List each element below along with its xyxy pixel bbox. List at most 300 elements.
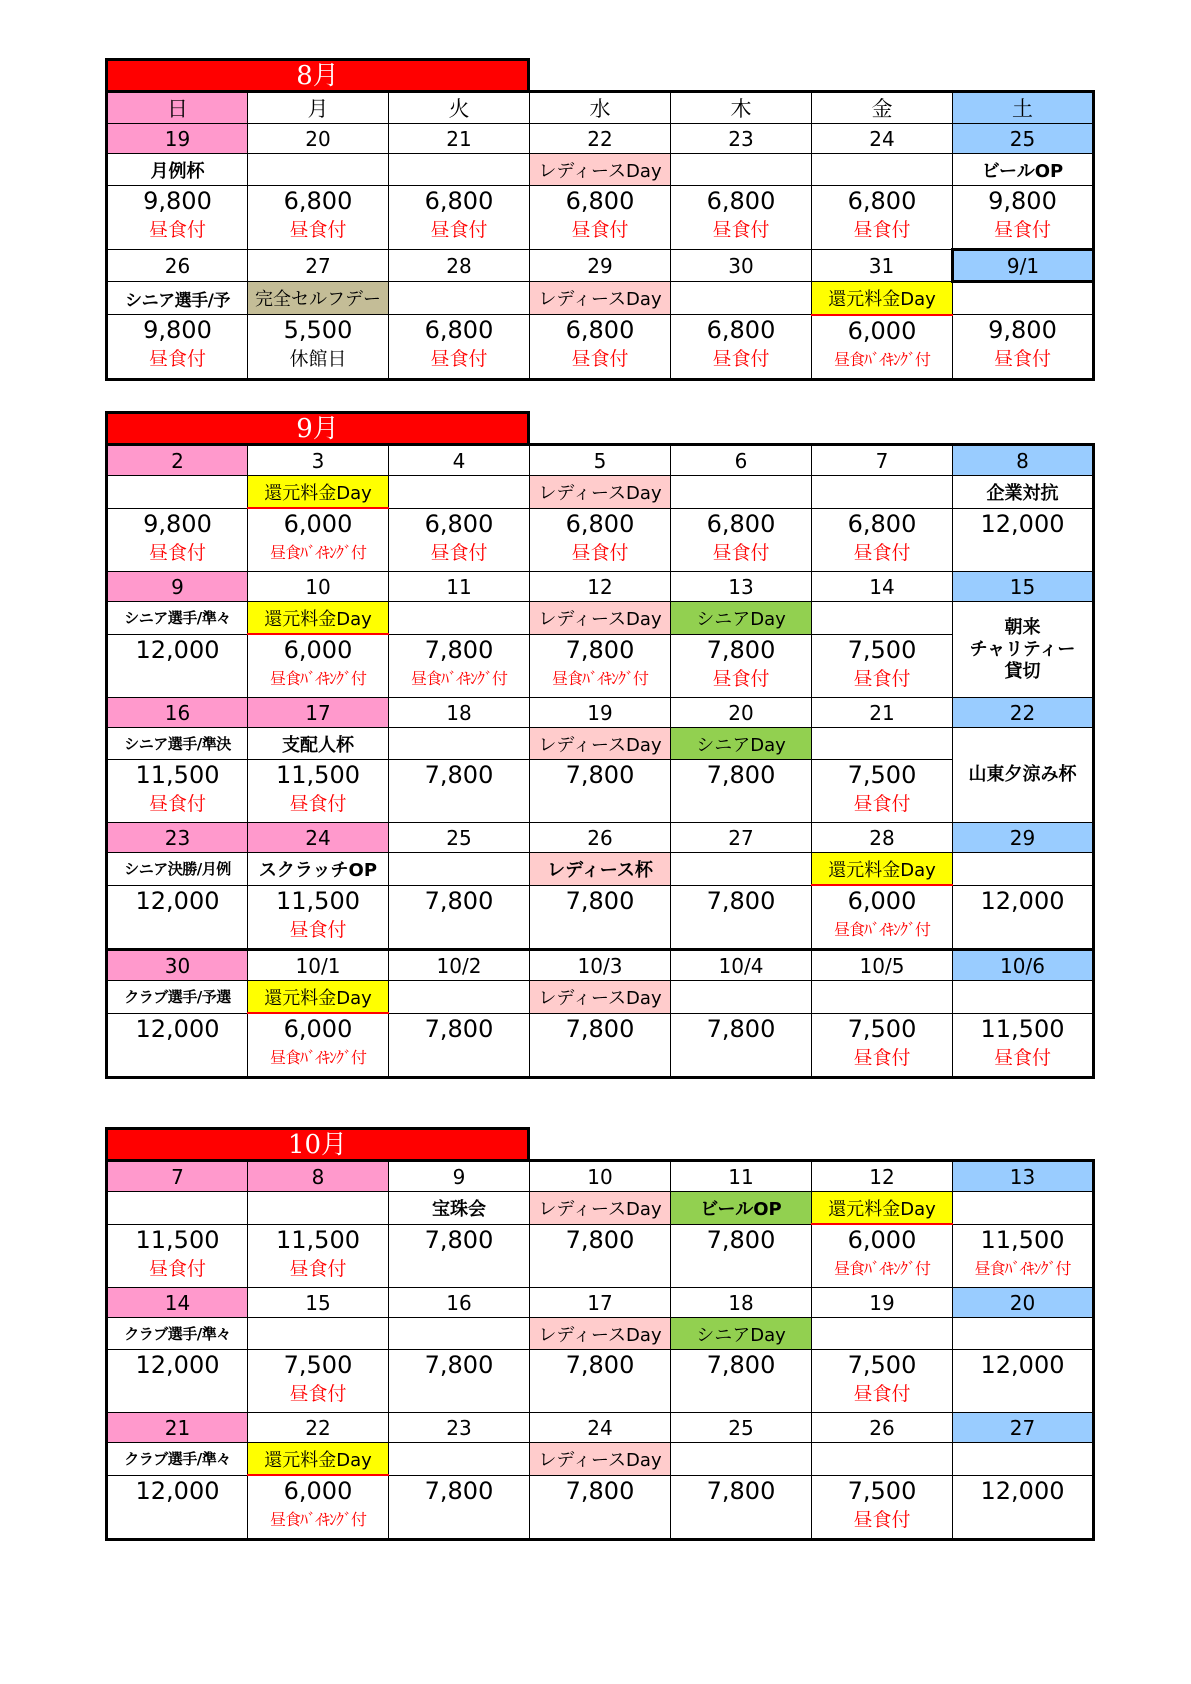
price-cell bbox=[812, 186, 953, 250]
meal-note: 昼食ﾊﾞｲｷﾝｸﾞ付 bbox=[833, 920, 930, 939]
date-cell: 19 bbox=[530, 698, 671, 728]
date-cell: 22 bbox=[248, 1413, 389, 1443]
price: 7,500 bbox=[847, 1014, 917, 1043]
date-cell: 21 bbox=[812, 698, 953, 728]
event-cell: レディースDay bbox=[530, 728, 671, 760]
price: 7,500 bbox=[847, 635, 917, 664]
event-cell: レディースDay bbox=[530, 282, 671, 315]
date-cell: 7 bbox=[107, 1161, 248, 1192]
date-cell: 7 bbox=[812, 445, 953, 476]
price: 6,000 bbox=[847, 316, 917, 345]
price: 12,000 bbox=[135, 1476, 220, 1505]
price-cell bbox=[812, 1475, 953, 1540]
price-row bbox=[107, 1013, 1094, 1078]
meal-note: 昼食付 bbox=[712, 348, 770, 370]
price-cell bbox=[389, 186, 530, 250]
price: 7,800 bbox=[565, 1351, 635, 1379]
event-cell: レディースDay bbox=[530, 1443, 671, 1476]
event-cell bbox=[812, 476, 953, 509]
price-cell bbox=[530, 760, 671, 823]
date-cell: 26 bbox=[107, 250, 248, 282]
meal-note: 昼食付 bbox=[289, 1383, 347, 1405]
price: 9,800 bbox=[988, 187, 1057, 215]
event-cell bbox=[812, 154, 953, 186]
meal-note: 昼食ﾊﾞｲｷﾝｸﾞ付 bbox=[974, 1258, 1071, 1278]
meal-note: 昼食付 bbox=[289, 219, 347, 241]
price: 12,000 bbox=[135, 1014, 220, 1043]
date-row bbox=[107, 1413, 1094, 1443]
date-cell: 10 bbox=[530, 1161, 671, 1192]
price: 7,500 bbox=[283, 1351, 353, 1379]
event-cell bbox=[812, 1443, 953, 1476]
price-cell bbox=[107, 1013, 248, 1078]
price-cell bbox=[248, 1475, 389, 1540]
price-cell bbox=[107, 760, 248, 823]
price: 6,000 bbox=[847, 1226, 917, 1254]
date-cell: 16 bbox=[389, 1288, 530, 1318]
date-cell: 12 bbox=[812, 1161, 953, 1192]
date-cell: 22 bbox=[953, 698, 1094, 728]
price: 6,800 bbox=[565, 316, 635, 344]
date-cell: 3 bbox=[248, 445, 389, 476]
sando-cup-block: 山東夕涼み杯 bbox=[953, 728, 1094, 823]
price-cell bbox=[248, 885, 389, 950]
meal-note: 昼食付 bbox=[289, 1257, 347, 1280]
weekday-mon: 月 bbox=[248, 92, 389, 124]
meal-note: 昼食付 bbox=[712, 541, 770, 564]
month-title: 9月 bbox=[105, 411, 530, 443]
price-cell bbox=[389, 508, 530, 572]
price-cell bbox=[671, 186, 812, 250]
price-cell bbox=[530, 1224, 671, 1288]
meal-note: 昼食付 bbox=[571, 219, 629, 241]
event-cell: 還元料金Day bbox=[812, 282, 953, 315]
price-cell bbox=[530, 1350, 671, 1413]
calendar-table bbox=[105, 443, 1095, 1079]
meal-note: 昼食付 bbox=[993, 219, 1051, 241]
price-cell bbox=[812, 315, 953, 380]
meal-note: 昼食付 bbox=[853, 1508, 911, 1531]
price-cell bbox=[671, 1013, 812, 1078]
meal-note: 昼食付 bbox=[148, 541, 206, 564]
event-cell: レディース杯 bbox=[530, 853, 671, 886]
price: 6,800 bbox=[283, 187, 353, 215]
date-cell: 27 bbox=[953, 1413, 1094, 1443]
price-cell bbox=[812, 508, 953, 572]
price-cell bbox=[953, 1224, 1094, 1288]
date-cell: 25 bbox=[389, 823, 530, 853]
meal-note: 昼食付 bbox=[853, 667, 911, 690]
price: 7,800 bbox=[565, 1225, 635, 1254]
price-cell bbox=[107, 315, 248, 380]
event-row bbox=[107, 154, 1094, 186]
event-cell bbox=[389, 1318, 530, 1350]
weekday-fri: 金 bbox=[812, 92, 953, 124]
price: 6,000 bbox=[283, 510, 353, 538]
price: 12,000 bbox=[980, 509, 1065, 538]
calendar-table bbox=[105, 90, 1095, 381]
event-cell bbox=[812, 728, 953, 760]
date-cell: 15 bbox=[953, 572, 1094, 602]
event-cell bbox=[953, 282, 1094, 315]
event-row bbox=[107, 981, 1094, 1014]
price-cell bbox=[389, 1350, 530, 1413]
event-cell bbox=[953, 1443, 1094, 1476]
event-cell: 企業対抗 bbox=[953, 476, 1094, 509]
price-cell bbox=[671, 1224, 812, 1288]
price-cell bbox=[107, 1350, 248, 1413]
price-row bbox=[107, 634, 1094, 698]
meal-note: 昼食ﾊﾞｲｷﾝｸﾞ付 bbox=[269, 1048, 366, 1067]
price-cell bbox=[248, 760, 389, 823]
meal-note: 昼食付 bbox=[853, 219, 911, 241]
price-row bbox=[107, 508, 1094, 572]
price-cell bbox=[671, 508, 812, 572]
price-cell bbox=[389, 1475, 530, 1540]
meal-note: 昼食付 bbox=[853, 541, 911, 564]
date-cell: 14 bbox=[107, 1288, 248, 1318]
meal-note: 昼食付 bbox=[148, 219, 206, 241]
price-cell bbox=[953, 186, 1094, 250]
event-cell bbox=[953, 1192, 1094, 1225]
date-cell: 13 bbox=[671, 572, 812, 602]
price-cell bbox=[812, 1013, 953, 1078]
price-cell bbox=[812, 634, 953, 698]
price: 7,500 bbox=[847, 1351, 917, 1379]
event-cell bbox=[107, 476, 248, 509]
price: 7,800 bbox=[424, 1351, 494, 1379]
meal-note: 昼食ﾊﾞｲｷﾝｸﾞ付 bbox=[833, 349, 930, 369]
price-cell bbox=[812, 1350, 953, 1413]
event-cell bbox=[248, 1192, 389, 1225]
price-cell bbox=[389, 634, 530, 698]
charity-line: 朝来 bbox=[1004, 616, 1041, 638]
meal-note: 昼食付 bbox=[289, 793, 347, 815]
event-cell bbox=[812, 602, 953, 635]
month-october bbox=[105, 1127, 1095, 1541]
price: 7,800 bbox=[565, 635, 635, 664]
event-cell bbox=[671, 154, 812, 186]
meal-note: 昼食付 bbox=[289, 918, 347, 941]
event-cell: クラブ選手/準々 bbox=[107, 1318, 248, 1350]
price-row bbox=[107, 1350, 1094, 1413]
date-cell: 10/2 bbox=[389, 950, 530, 981]
price: 7,800 bbox=[706, 1014, 776, 1043]
meal-note: 昼食付 bbox=[853, 1383, 911, 1405]
date-cell: 8 bbox=[953, 445, 1094, 476]
date-cell: 28 bbox=[389, 250, 530, 282]
event-cell: 還元料金Day bbox=[248, 1443, 389, 1476]
date-cell: 20 bbox=[953, 1288, 1094, 1318]
price-cell bbox=[248, 1350, 389, 1413]
date-cell: 21 bbox=[389, 124, 530, 154]
price: 12,000 bbox=[135, 635, 220, 664]
event-row bbox=[107, 728, 1094, 760]
date-cell: 25 bbox=[953, 124, 1094, 154]
meal-note: 昼食ﾊﾞｲｷﾝｸﾞ付 bbox=[269, 543, 366, 562]
price-cell bbox=[107, 1224, 248, 1288]
price: 7,800 bbox=[706, 1351, 776, 1379]
meal-note: 昼食付 bbox=[993, 1046, 1051, 1069]
event-cell bbox=[389, 154, 530, 186]
price: 7,800 bbox=[424, 1476, 494, 1505]
date-cell: 22 bbox=[530, 124, 671, 154]
price: 7,800 bbox=[424, 886, 494, 915]
price-cell bbox=[812, 1224, 953, 1288]
price: 11,500 bbox=[135, 761, 220, 789]
event-cell bbox=[812, 1318, 953, 1350]
date-row bbox=[107, 572, 1094, 602]
event-cell bbox=[671, 1443, 812, 1476]
price-cell bbox=[671, 760, 812, 823]
price-cell bbox=[671, 885, 812, 950]
price: 7,800 bbox=[706, 886, 776, 915]
price: 9,800 bbox=[143, 316, 212, 344]
event-cell: シニア決勝/月例 bbox=[107, 853, 248, 886]
date-row bbox=[107, 698, 1094, 728]
date-cell: 18 bbox=[389, 698, 530, 728]
event-cell: 支配人杯 bbox=[248, 728, 389, 760]
event-cell: 宝珠会 bbox=[389, 1192, 530, 1225]
event-cell: シニアDay bbox=[671, 602, 812, 635]
event-cell bbox=[389, 981, 530, 1014]
price-cell bbox=[389, 885, 530, 950]
weekday-tue: 火 bbox=[389, 92, 530, 124]
price-cell bbox=[530, 1475, 671, 1540]
event-cell: 還元料金Day bbox=[812, 853, 953, 886]
date-row bbox=[107, 445, 1094, 476]
date-cell: 17 bbox=[248, 698, 389, 728]
event-cell bbox=[671, 282, 812, 315]
date-cell: 10/1 bbox=[248, 950, 389, 981]
price: 6,000 bbox=[847, 887, 917, 915]
price: 7,800 bbox=[424, 1014, 494, 1043]
date-cell: 9 bbox=[107, 572, 248, 602]
meal-note: 昼食付 bbox=[712, 219, 770, 241]
weekday-thu: 木 bbox=[671, 92, 812, 124]
event-cell bbox=[389, 853, 530, 886]
price: 12,000 bbox=[135, 886, 220, 915]
date-cell: 13 bbox=[953, 1161, 1094, 1192]
price-cell bbox=[389, 315, 530, 380]
date-cell: 21 bbox=[107, 1413, 248, 1443]
month-title: 8月 bbox=[105, 58, 530, 90]
date-cell: 24 bbox=[248, 823, 389, 853]
meal-note: 昼食ﾊﾞｲｷﾝｸﾞ付 bbox=[410, 668, 507, 688]
meal-note: 昼食付 bbox=[853, 793, 911, 815]
date-cell: 28 bbox=[812, 823, 953, 853]
date-cell: 23 bbox=[389, 1413, 530, 1443]
price: 11,500 bbox=[980, 1014, 1065, 1043]
charity-line: チャリティー bbox=[969, 638, 1076, 660]
date-cell: 15 bbox=[248, 1288, 389, 1318]
price-cell bbox=[107, 508, 248, 572]
date-cell: 26 bbox=[530, 823, 671, 853]
price-cell bbox=[953, 1475, 1094, 1540]
weekday-row bbox=[107, 92, 1094, 124]
price-cell bbox=[671, 1475, 812, 1540]
price: 6,000 bbox=[283, 636, 353, 664]
price-cell bbox=[248, 186, 389, 250]
event-row bbox=[107, 1192, 1094, 1225]
price: 7,500 bbox=[847, 1476, 917, 1505]
month-august bbox=[105, 58, 1095, 381]
price-cell bbox=[953, 1013, 1094, 1078]
event-cell bbox=[671, 981, 812, 1014]
date-cell: 11 bbox=[389, 572, 530, 602]
price-cell bbox=[953, 885, 1094, 950]
event-cell: 還元料金Day bbox=[248, 602, 389, 635]
event-cell bbox=[389, 728, 530, 760]
price: 9,800 bbox=[143, 187, 212, 215]
weekday-sun: 日 bbox=[107, 92, 248, 124]
date-row bbox=[107, 250, 1094, 282]
price-cell bbox=[248, 1224, 389, 1288]
date-cell: 23 bbox=[107, 823, 248, 853]
event-cell: クラブ選手/予選 bbox=[107, 981, 248, 1014]
date-cell: 10/5 bbox=[812, 950, 953, 981]
date-cell: 18 bbox=[671, 1288, 812, 1318]
price-cell bbox=[248, 634, 389, 698]
price-row bbox=[107, 1224, 1094, 1288]
price: 6,800 bbox=[424, 187, 494, 215]
date-cell: 19 bbox=[107, 124, 248, 154]
event-cell: 還元料金Day bbox=[248, 476, 389, 509]
price-cell bbox=[248, 508, 389, 572]
price-cell bbox=[530, 186, 671, 250]
price: 11,500 bbox=[276, 1225, 360, 1254]
weekday-wed: 水 bbox=[530, 92, 671, 124]
price: 12,000 bbox=[980, 886, 1065, 915]
price: 7,500 bbox=[847, 761, 917, 789]
meal-note: 昼食付 bbox=[430, 541, 488, 564]
price: 6,800 bbox=[847, 509, 917, 538]
month-title: 10月 bbox=[105, 1127, 530, 1159]
price: 5,500 bbox=[283, 316, 353, 344]
date-cell: 27 bbox=[248, 250, 389, 282]
event-cell bbox=[389, 282, 530, 315]
event-cell bbox=[107, 1192, 248, 1225]
price: 12,000 bbox=[135, 1351, 220, 1379]
price: 7,800 bbox=[565, 1014, 635, 1043]
event-cell: ビールOP bbox=[671, 1192, 812, 1225]
meal-note: 昼食付 bbox=[571, 348, 629, 370]
price-cell bbox=[389, 1013, 530, 1078]
weekday-sat: 土 bbox=[953, 92, 1094, 124]
meal-note: 昼食付 bbox=[712, 667, 770, 690]
event-cell bbox=[671, 476, 812, 509]
date-cell: 16 bbox=[107, 698, 248, 728]
price: 7,800 bbox=[424, 761, 494, 789]
price-cell bbox=[530, 508, 671, 572]
event-cell: 還元料金Day bbox=[812, 1192, 953, 1225]
event-cell: シニア選手/予 bbox=[107, 282, 248, 315]
event-cell: レディースDay bbox=[530, 1318, 671, 1350]
date-cell: 9 bbox=[389, 1161, 530, 1192]
date-cell: 5 bbox=[530, 445, 671, 476]
date-cell: 20 bbox=[671, 698, 812, 728]
date-cell: 4 bbox=[389, 445, 530, 476]
date-cell: 10/4 bbox=[671, 950, 812, 981]
event-cell: 還元料金Day bbox=[248, 981, 389, 1014]
event-cell: レディースDay bbox=[530, 476, 671, 509]
meal-note: 昼食ﾊﾞｲｷﾝｸﾞ付 bbox=[833, 1259, 930, 1278]
charity-line: 貸切 bbox=[1004, 660, 1041, 682]
price-cell bbox=[530, 1013, 671, 1078]
price: 7,800 bbox=[424, 1225, 494, 1254]
event-row bbox=[107, 476, 1094, 509]
event-cell bbox=[248, 154, 389, 186]
date-cell: 9/1 bbox=[953, 250, 1094, 282]
price: 6,800 bbox=[706, 509, 776, 538]
event-cell: シニアDay bbox=[671, 728, 812, 760]
price-cell bbox=[530, 634, 671, 698]
price-cell bbox=[389, 1224, 530, 1288]
event-cell: 月例杯 bbox=[107, 154, 248, 186]
price: 7,800 bbox=[424, 635, 494, 664]
event-row bbox=[107, 1318, 1094, 1350]
price: 7,800 bbox=[706, 1476, 776, 1505]
event-cell: シニア選手/準々 bbox=[107, 602, 248, 635]
date-cell: 24 bbox=[530, 1413, 671, 1443]
price-row bbox=[107, 186, 1094, 250]
price-row bbox=[107, 315, 1094, 380]
meal-note: 昼食付 bbox=[148, 793, 206, 815]
date-row bbox=[107, 1161, 1094, 1192]
price: 6,800 bbox=[565, 509, 635, 538]
date-cell: 11 bbox=[671, 1161, 812, 1192]
event-cell: レディースDay bbox=[530, 602, 671, 635]
price-cell bbox=[107, 885, 248, 950]
date-cell: 2 bbox=[107, 445, 248, 476]
event-row bbox=[107, 853, 1094, 886]
price: 6,800 bbox=[424, 509, 494, 538]
event-cell bbox=[953, 1318, 1094, 1350]
event-cell: シニア選手/準決 bbox=[107, 728, 248, 760]
price-cell bbox=[953, 1350, 1094, 1413]
event-cell: レディースDay bbox=[530, 1192, 671, 1225]
date-row bbox=[107, 124, 1094, 154]
price-cell bbox=[107, 634, 248, 698]
date-cell: 27 bbox=[671, 823, 812, 853]
date-cell: 24 bbox=[812, 124, 953, 154]
date-cell: 17 bbox=[530, 1288, 671, 1318]
price-cell bbox=[671, 315, 812, 380]
event-cell bbox=[389, 1443, 530, 1476]
price-cell bbox=[812, 885, 953, 950]
event-cell bbox=[812, 981, 953, 1014]
price-cell bbox=[953, 508, 1094, 572]
event-cell bbox=[671, 853, 812, 886]
price: 6,800 bbox=[847, 187, 917, 215]
price-cell bbox=[248, 1013, 389, 1078]
date-cell: 30 bbox=[107, 950, 248, 981]
date-cell: 23 bbox=[671, 124, 812, 154]
price-cell bbox=[812, 760, 953, 823]
meal-note: 昼食付 bbox=[148, 348, 206, 370]
price: 12,000 bbox=[980, 1476, 1065, 1505]
price: 11,500 bbox=[276, 761, 360, 789]
price-row bbox=[107, 885, 1094, 950]
meal-note: 昼食付 bbox=[993, 348, 1051, 370]
meal-note: 昼食ﾊﾞｲｷﾝｸﾞ付 bbox=[269, 669, 366, 688]
event-cell bbox=[953, 853, 1094, 886]
date-cell: 10/3 bbox=[530, 950, 671, 981]
calendar-table bbox=[105, 1159, 1095, 1541]
charity-block bbox=[953, 602, 1094, 698]
price: 6,000 bbox=[283, 1015, 353, 1043]
event-cell bbox=[389, 476, 530, 509]
